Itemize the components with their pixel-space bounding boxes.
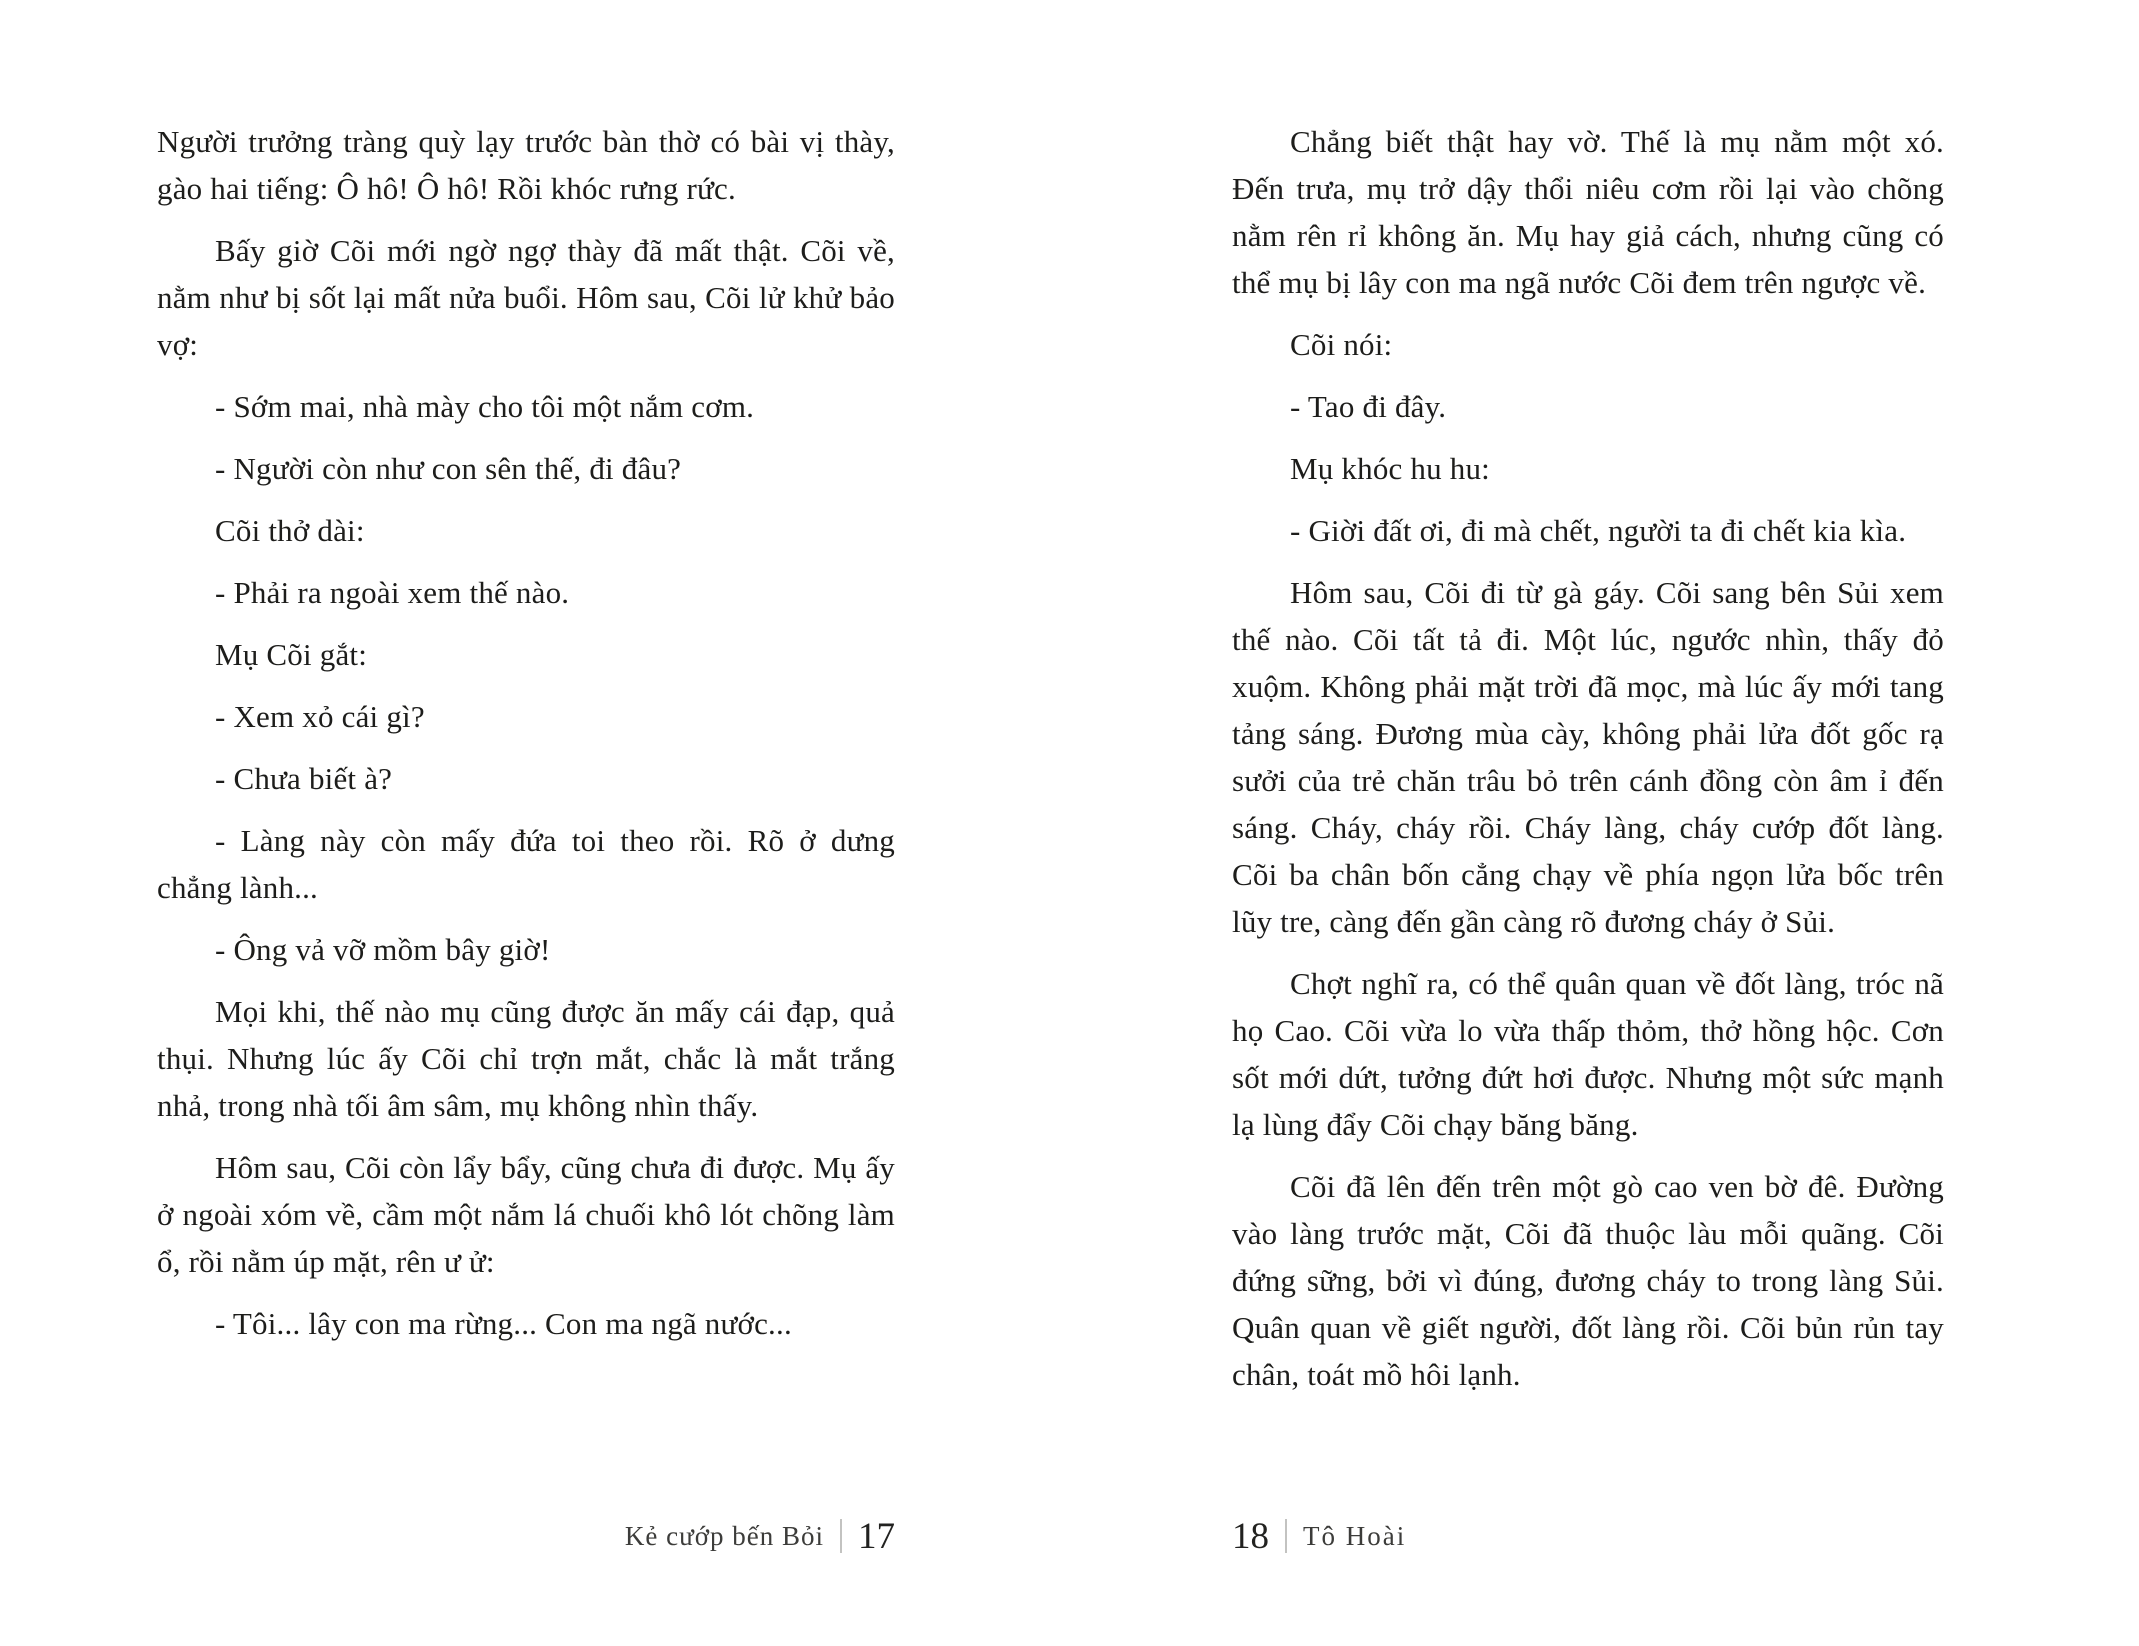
paragraph: Chẳng biết thật hay vờ. Thế là mụ nằm một xó. Đến trưa, mụ trở dậy thổi niêu cơm rồi lại vào chõng nằm rên rỉ không ăn. Mụ hay giả cách, nhưng cũng có thể mụ bị lây con ma ngã nước Cõi đem trên ngược về.: [1232, 124, 1944, 300]
paragraph: - Người còn như con sên thế, đi đâu?: [215, 451, 682, 486]
paragraph: Cõi đã lên đến trên một gò cao ven bờ đê. Đường vào làng trước mặt, Cõi đã thuộc làu mỗi quãng. Cõi đứng sững, bởi vì đúng, đương cháy to trong làng Sủi. Quân quan về giết người, đốt làng rồi. Cõi bủn rủn tay chân, toát mồ hôi lạnh.: [1232, 1169, 1944, 1392]
footer-book-title: Kẻ cướp bến Bỏi: [624, 1520, 824, 1551]
paragraph: Hôm sau, Cõi còn lẩy bẩy, cũng chưa đi được. Mụ ấy ở ngoài xóm về, cầm một nắm lá chuối khô lót chõng làm ổ, rồi nằm úp mặt, rên ư ử:: [157, 1150, 895, 1279]
page-left-text: [157, 118, 895, 1362]
footer-author-name: Tô Hoài: [1303, 1520, 1407, 1551]
paragraph: Mọi khi, thế nào mụ cũng được ăn mấy cái đạp, quả thụi. Nhưng lúc ấy Cõi chỉ trợn mắt, chắc là mắt trắng nhả, trong nhà tối âm sâm, mụ không nhìn thấy.: [157, 994, 895, 1123]
paragraph: Bấy giờ Cõi mới ngờ ngợ thày đã mất thật. Cõi về, nằm như bị sốt lại mất nửa buổi. Hôm sau, Cõi lử khử bảo vợ:: [157, 233, 895, 362]
paragraph: - Tôi... lây con ma rừng... Con ma ngã nước...: [215, 1306, 792, 1341]
paragraph: - Sớm mai, nhà mày cho tôi một nắm cơm.: [215, 389, 755, 424]
paragraph: - Chưa biết à?: [215, 761, 393, 796]
paragraph: Hôm sau, Cõi đi từ gà gáy. Cõi sang bên Sủi xem thế nào. Cõi tất tả đi. Một lúc, ngước nhìn, thấy đỏ xuộm. Không phải mặt trời đã mọc, mà lúc ấy mới tang tảng sáng. Đương mùa cày, không phải lửa đốt gốc rạ sưởi của trẻ chăn trâu bỏ trên cánh đồng còn âm ỉ đến sáng. Cháy, cháy rồi. Cháy làng, cháy cướp đốt làng. Cõi ba chân bốn cẳng chạy về phía ngọn lửa bốc trên lũy tre, càng đến gần càng rõ đương cháy ở Sủi.: [1232, 575, 1944, 939]
footer-separator-bar: [840, 1519, 842, 1553]
paragraph: - Làng này còn mấy đứa toi theo rồi. Rõ ở dưng chẳng lành...: [157, 823, 895, 905]
paragraph: - Giời đất ơi, đi mà chết, người ta đi chết kia kìa.: [1290, 513, 1907, 548]
paragraph: Cõi thở dài:: [215, 513, 365, 548]
footer-page-number-left: 17: [858, 1515, 895, 1557]
page-left-footer: [157, 1512, 895, 1560]
paragraph: Mụ khóc hu hu:: [1290, 451, 1490, 486]
paragraph: - Xem xỏ cái gì?: [215, 699, 425, 734]
page-right-footer: [1232, 1512, 1944, 1560]
paragraph: - Phải ra ngoài xem thế nào.: [215, 575, 570, 610]
page-right-text: [1232, 118, 1944, 1413]
paragraph: Cõi nói:: [1290, 327, 1393, 362]
paragraph: - Ông vả vỡ mồm bây giờ!: [215, 932, 551, 967]
paragraph: Chợt nghĩ ra, có thể quân quan về đốt làng, tróc nã họ Cao. Cõi vừa lo vừa thấp thỏm, thở hồng hộc. Cơn sốt mới dứt, tưởng đứt hơi được. Nhưng một sức mạnh lạ lùng đẩy Cõi chạy băng băng.: [1232, 966, 1944, 1142]
paragraph: - Tao đi đây.: [1290, 389, 1447, 424]
footer-separator-bar: [1285, 1519, 1287, 1553]
paragraph: Mụ Cõi gắt:: [215, 637, 368, 672]
paragraph: Người trưởng tràng quỳ lạy trước bàn thờ có bài vị thày, gào hai tiếng: Ô hô! Ô hô! Rồi khóc rưng rức.: [157, 124, 895, 206]
footer-page-number-right: 18: [1232, 1515, 1269, 1557]
